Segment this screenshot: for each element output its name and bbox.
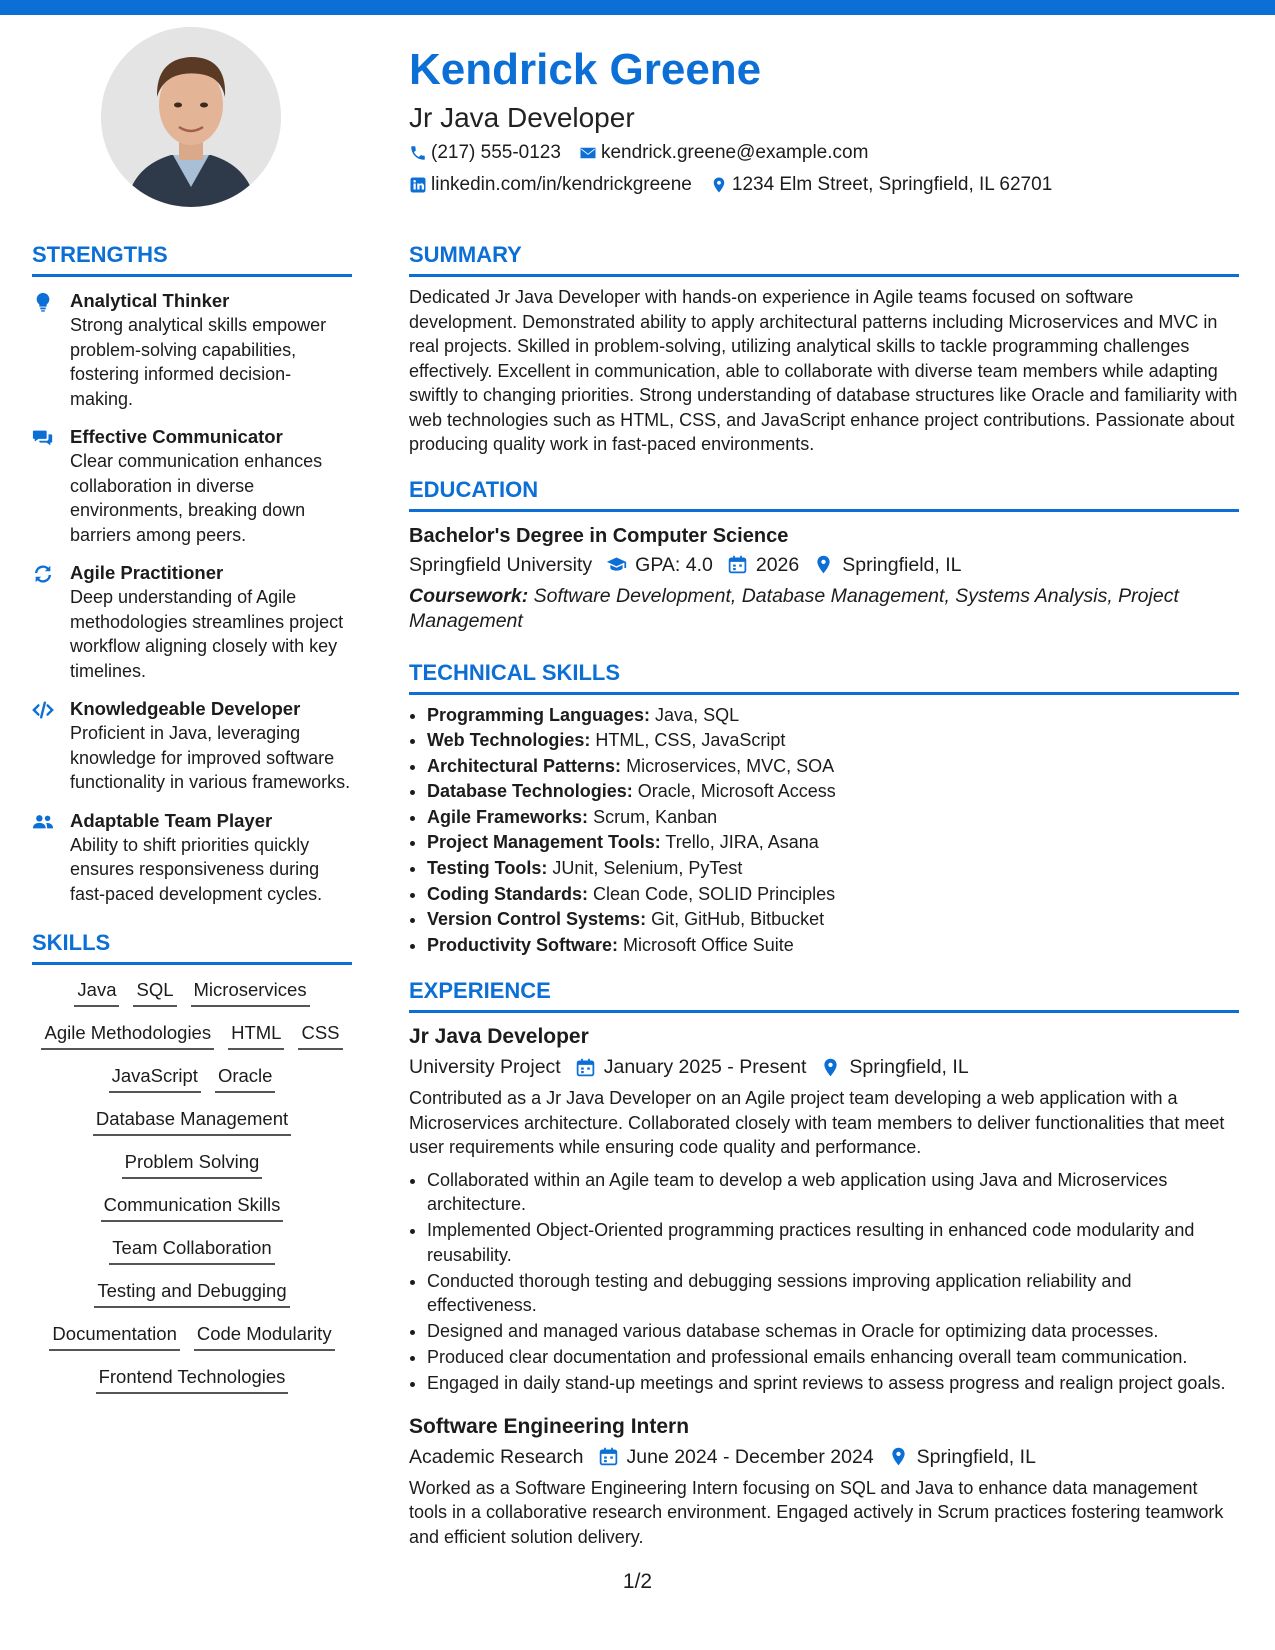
school-name: Springfield University [409,553,593,576]
skill-tag: Agile Methodologies [41,1020,214,1050]
users-icon [32,811,54,833]
candidate-title: Jr Java Developer [409,102,635,133]
skill-tag: Team Collaboration [109,1235,274,1265]
contact-row-2 [409,170,1249,200]
technical-skill-item [427,856,1239,882]
technical-skill-value: Oracle, Microsoft Access [637,781,836,802]
email-text: kendrick.greene@example.com [600,142,869,163]
experience-entry [409,1412,1239,1550]
job-bullet: • Collaborated within an Agile team to develop a web application using Java and Microservices architecture. [427,1168,1239,1217]
technical-skill-value: Trello, JIRA, Asana [665,832,819,853]
comments-icon [32,427,54,449]
job-org: Academic Research [409,1445,584,1468]
technical-skill-label: Version Control Systems: [427,909,647,930]
linkedin-icon [409,176,427,194]
technical-skill-value: Microservices, MVC, SOA [626,755,835,776]
skill-tag: Oracle [215,1063,276,1093]
technical-skills-section [409,658,1239,959]
coursework-text: Software Development, Database Management, Systems Analysis, Project Management [409,584,1179,632]
right-column [409,240,1239,1549]
education-section [409,475,1239,634]
technical-skill-label: Agile Frameworks: [427,806,589,827]
skill-row [32,1106,352,1136]
technical-skill-label: Database Technologies: [427,781,633,802]
technical-skill-item [427,805,1239,831]
job-dates: January 2025 - Present [603,1056,807,1079]
skill-row [32,1235,352,1265]
skill-row [32,1192,352,1222]
map-marker-icon [813,554,834,575]
education-meta [409,550,1239,580]
technical-skill-label: Architectural Patterns: [427,755,622,776]
skill-tag: Java [74,977,119,1007]
skill-row [32,1278,352,1308]
strength-item [32,697,352,795]
job-meta [409,1052,1239,1082]
strength-item [32,425,352,547]
linkedin-contact[interactable] [409,170,692,200]
strength-item [32,561,352,683]
job-bullet: • Implemented Object-Oriented programming practices resulting in enhanced code modularity and reusability. [427,1218,1239,1267]
strength-title: Adaptable Team Player [70,809,273,831]
address-contact [710,170,1052,200]
technical-skill-value: Clean Code, SOLID Principles [593,883,836,904]
code-icon [32,699,54,721]
strength-title: Agile Practitioner [70,562,224,583]
summary-text: Dedicated Jr Java Developer with hands-on experience in Agile teams focused on software development. Demonstrated ability to apply architectural patterns including Microservices and MVC in real projects. Skilled in problem-solving, utilizing analytical skills to tackle programming challenges effectively. Excellent in communication, able to collaborate with diverse team members while adapting swiftly to changing priorities. Strong understanding of database structures like Oracle and familiarity with web technologies such as HTML, CSS, and JavaScript enhance project contributions. Passionate about producing quality work in fast-paced environments. [409,287,1238,454]
technical-skill-item [427,779,1239,805]
education-heading: EDUCATION [409,475,1239,512]
resume-header [409,40,1249,200]
technical-skill-label: Coding Standards: [427,883,588,904]
job-description: Contributed as a Jr Java Developer on an Agile project team developing a web application with a Microservices architecture. Collaborated closely with team members to deliver functionalities that meet user requirements while ensuring code quality and performance. [409,1088,1225,1158]
skill-tag: Documentation [49,1321,179,1351]
summary-heading: SUMMARY [409,240,1239,277]
strength-title: Analytical Thinker [70,290,230,311]
technical-skill-label: Project Management Tools: [427,832,661,853]
calendar-icon [575,1057,596,1078]
calendar-icon [727,554,748,575]
skill-tag: SQL [133,977,176,1007]
job-title: Software Engineering Intern [409,1414,690,1438]
skill-tag: Communication Skills [101,1192,284,1222]
school-location: Springfield, IL [842,553,962,576]
strength-item [32,289,352,411]
skill-tag: Code Modularity [194,1321,335,1351]
technical-skills-list [409,703,1239,959]
technical-skill-item [427,830,1239,856]
skill-row [32,977,352,1007]
strength-desc: Strong analytical skills empower problem-solving capabilities, fostering informed decision-making. [70,315,327,409]
technical-skill-value: Microsoft Office Suite [623,934,794,955]
skill-tag: CSS [298,1020,342,1050]
job-bullet: • Produced clear documentation and professional emails enhancing overall team communication. [427,1345,1239,1370]
technical-skill-label: Testing Tools: [427,858,548,879]
technical-skill-item [427,728,1239,754]
technical-skill-item [427,933,1239,959]
technical-skill-item [427,754,1239,780]
skill-row [32,1364,352,1394]
skill-tag: Frontend Technologies [96,1364,289,1394]
skill-tag: JavaScript [109,1063,201,1093]
job-meta [409,1442,1239,1472]
map-marker-icon [820,1057,841,1078]
skills-list [32,977,352,1394]
top-accent-bar [0,0,1275,15]
technical-skill-value: JUnit, Selenium, PyTest [552,858,743,879]
technical-skill-label: Productivity Software: [427,934,619,955]
job-org: University Project [409,1056,561,1079]
job-description: Worked as a Software Engineering Intern focusing on SQL and Java to enhance data management tools in a collaborative research environment. Engaged actively in Scrum practices fostering teamwork and efficient solution delivery. [409,1477,1224,1547]
job-bullet: • Engaged in daily stand-up meetings and sprint reviews to assess progress and realign project goals. [427,1371,1239,1396]
strength-desc: Deep understanding of Agile methodologies streamlines project workflow aligning closely with key timelines. [70,587,344,681]
contact-row-1 [409,138,1249,168]
strength-title: Knowledgeable Developer [70,698,301,719]
calendar-icon [598,1446,619,1467]
skill-row [32,1149,352,1179]
experience-entry [409,1022,1239,1396]
job-dates: June 2024 - December 2024 [626,1445,874,1468]
job-bullet: • Conducted thorough testing and debugging sessions improving application reliability and effectiveness. [427,1269,1239,1318]
job-bullet: • Designed and managed various database schemas in Oracle for optimizing data processes. [427,1319,1239,1344]
left-column [32,240,352,1407]
technical-skills-heading: TECHNICAL SKILLS [409,658,1239,695]
technical-skill-value: Git, GitHub, Bitbucket [651,909,825,930]
phone-contact[interactable] [409,138,561,168]
sync-icon [32,563,54,585]
lightbulb-icon [32,291,54,313]
technical-skill-item [427,882,1239,908]
experience-section [409,976,1239,1549]
job-title: Jr Java Developer [409,1025,589,1049]
strength-desc: Ability to shift priorities quickly ensures responsiveness during fast-paced development cycles. [70,834,323,904]
coursework [409,584,1239,634]
phone-icon [409,144,427,162]
map-marker-icon [888,1446,909,1467]
profile-photo [101,27,281,207]
job-bullets [409,1168,1239,1396]
graduation-cap-icon [606,554,627,575]
skill-tag: Testing and Debugging [94,1278,289,1308]
experience-heading: EXPERIENCE [409,976,1239,1013]
skill-row [32,1063,352,1093]
envelope-icon [579,144,597,162]
phone-text: (217) 555-0123 [431,142,561,163]
technical-skill-label: Programming Languages: [427,704,651,725]
job-location: Springfield, IL [916,1445,1036,1468]
skill-tag: Microservices [191,977,310,1007]
skill-row [32,1321,352,1351]
strength-item [32,809,352,907]
technical-skill-label: Web Technologies: [427,730,591,751]
map-marker-icon [710,176,728,194]
gpa-text: GPA: 4.0 [635,553,713,576]
skill-tag: Database Management [93,1106,291,1136]
technical-skill-value: HTML, CSS, JavaScript [595,730,786,751]
technical-skill-item [427,703,1239,729]
technical-skill-value: Scrum, Kanban [593,806,718,827]
strength-title: Effective Communicator [70,426,283,447]
strength-desc: Clear communication enhances collaboration in diverse environments, breaking down barriers among peers. [70,451,323,545]
job-location: Springfield, IL [849,1056,969,1079]
strength-desc: Proficient in Java, leveraging knowledge for improved software functionality in various frameworks. [70,723,351,792]
experience-list [409,1022,1239,1549]
coursework-label: Coursework: [409,584,529,607]
skill-row [32,1020,352,1050]
candidate-name: Kendrick Greene [409,45,762,94]
degree-title: Bachelor's Degree in Computer Science [409,524,789,547]
address-text: 1234 Elm Street, Springfield, IL 62701 [731,174,1053,195]
skill-tag: HTML [228,1020,284,1050]
skill-tag: Problem Solving [122,1149,263,1179]
email-contact[interactable] [579,138,868,168]
strengths-heading: STRENGTHS [32,240,352,277]
graduation-year: 2026 [755,553,800,576]
technical-skill-item [427,907,1239,933]
page-number: 1/2 [622,1570,653,1593]
linkedin-text: linkedin.com/in/kendrickgreene [431,174,692,195]
technical-skill-value: Java, SQL [655,704,740,725]
skills-heading: SKILLS [32,928,352,965]
